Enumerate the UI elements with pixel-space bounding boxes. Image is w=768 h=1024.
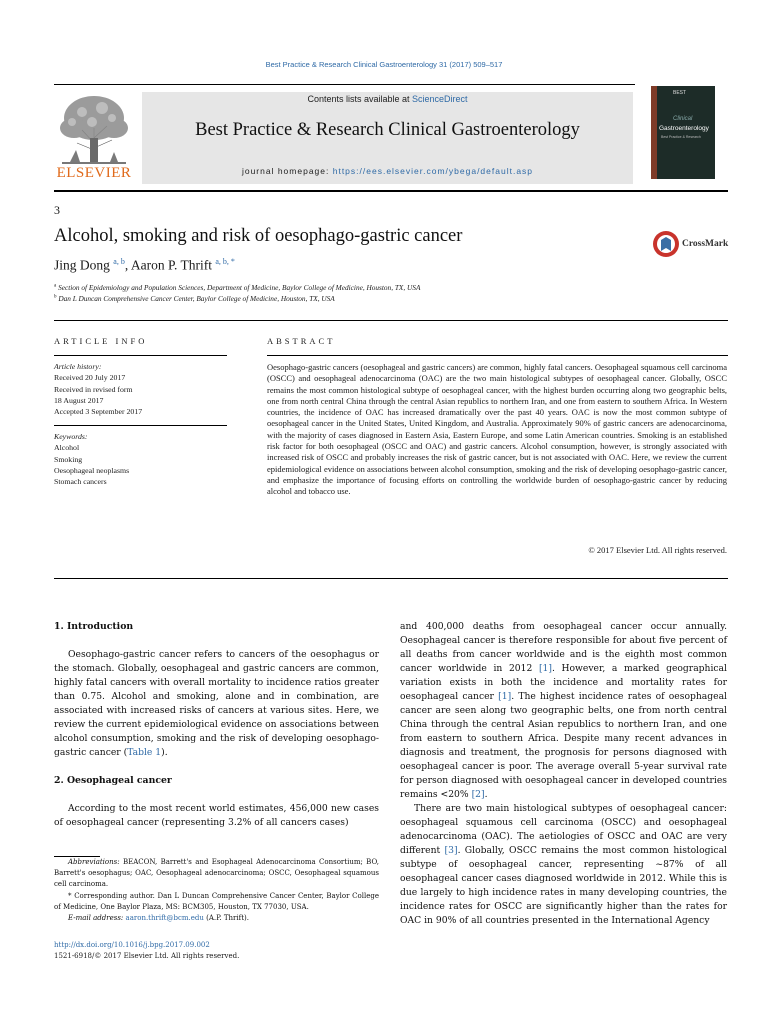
right-text: and 400,000 deaths from oesophageal cancer occur annually. Oesophageal cancer is therefore responsible for about five percent of all deaths from cancer worldwide and is the eighth most common cancer worldwide in 2012 <box>400 621 727 674</box>
article-history <box>54 361 224 417</box>
journal-citation[interactable]: Best Practice & Research Clinical Gastroenterology 31 (2017) 509–517 <box>265 60 503 69</box>
abbreviations-label: Abbreviations: <box>68 858 120 866</box>
author-thrift-affil[interactable]: a, b, * <box>215 257 235 266</box>
ref-3-link[interactable]: [3] <box>444 845 458 856</box>
article-info-heading: ARTICLE INFO <box>54 336 148 346</box>
abbreviations-text: BEACON, Barrett's and Esophageal Adenocarcinoma Consortium; BO, Barrett's oesophagus; OAC, Oesophageal adenocarcinoma; OSCC, Oesophageal squamous cell carcinoma. <box>54 858 379 889</box>
keywords-block <box>54 431 224 487</box>
right-text: There are two main histological subtypes of oesophageal cancer: oesophageal squamous cell carcinoma (OSCC) and oesophageal adenocarcinoma (OAC). The aetiologies of OSCC and OAC are very different <box>400 803 727 856</box>
table-1-link[interactable]: Table 1 <box>127 747 162 758</box>
intro-text: Oesophago-gastric cancer refers to cancers of the oesophagus or the stomach. Globally, oesophageal and gastric cancers are common, highly fatal cancers with overall mortality to incidence ratios greater than 0.75. Alcohol and smoking, alone and in combination, are associated with increased risks of cancers at various sites. Here, we review the current epidemiological evidence on associations between alcohol consumption, smoking and the risk of developing oesophago-gastric cancer ( <box>54 649 379 758</box>
journal-cover-image[interactable] <box>651 86 715 179</box>
crossmark-label: CrossMark <box>682 239 729 249</box>
ref-2-link[interactable]: [2] <box>471 789 485 800</box>
right-paragraph-1 <box>400 620 727 802</box>
abstract-copyright: © 2017 Elsevier Ltd. All rights reserved. <box>588 545 727 555</box>
corresponding-author-footnote: * Corresponding author. Dan L Duncan Comprehensive Cancer Center, Baylor College of Medicine, One Baylor Plaza, MS: BCM305, Houston, TX 77030, USA. <box>54 891 379 911</box>
history-line: 18 August 2017 <box>54 395 104 405</box>
right-paragraph-2 <box>400 802 727 928</box>
email-tail: (A.P. Thrift). <box>203 914 249 923</box>
intro-paragraph <box>54 648 379 760</box>
ref-1-link[interactable]: [1] <box>538 663 552 674</box>
publisher-name: ELSEVIER <box>56 165 132 181</box>
email-label: E-mail address: <box>68 914 124 923</box>
crossmark-badge[interactable] <box>652 229 742 259</box>
email-link[interactable]: aaron.thrift@bcm.edu <box>125 914 204 923</box>
history-line: Received in revised form <box>54 384 133 394</box>
history-line: Received 20 July 2017 <box>54 373 126 383</box>
history-line: Accepted 3 September 2017 <box>54 407 143 417</box>
article-number: 3 <box>54 203 60 217</box>
ref-1-link[interactable]: [1] <box>498 691 512 702</box>
affiliation-b: $^b$ Dan L Duncan Comprehensive Cancer Center, Baylor College of Medicine, Houston, TX, USA <box>54 294 335 303</box>
abstract-text: Oesophago-gastric cancers (oesophageal and gastric cancers) are common, highly fatal cancers. Oesophageal squamous cell carcinoma (OSCC) and oesophageal adenocarcinoma (OAC) are the two main histological subtypes of oesophageal cancer. Globally, OSCC remains the most common histological subtype of oesophageal cancer, with the highest burden occurring along two geographic belts, one from north central China through the central Asian republics to northern Iran, and one from eastern to southern Africa. In Western countries, the incidence of OAC has increased dramatically over the past 40 years. OAC is now the most common subtype of oesophageal cancer in the United States, United Kingdom, and Australia. Approximately 90% of gastric cancers are adenocarcinoma, with the majority of cases diagnosed in Eastern Asia, Eastern Europe, and some Latin American countries. Smoking is an established risk factor for both oesophageal (OSCC and OAC) and gastric cancers. Alcohol consumption, however, is strongly associated with increased risk of OSCC and probably increases the risk of gastric cancer, but is not associated with OAC. Here, we review the current epidemiological evidence on associations between alcohol consumption, smoking and the risk of developing oesophago-gastric cancer, and emphasize the importance of focusing efforts on controlling the worldwide burden of oesophago-gastric cancer by reducing alcohol and tobacco use. <box>267 362 727 497</box>
keyword: Alcohol <box>54 443 80 453</box>
cover-band <box>651 86 657 179</box>
frontmatter-end-rule <box>54 578 728 579</box>
abstract-rule <box>267 355 728 356</box>
intro-text-end: ). <box>161 747 168 758</box>
homepage-link[interactable]: https://ees.elsevier.com/ybega/default.asp <box>332 166 534 176</box>
cover-journal-label: Gastroenterology <box>659 125 709 132</box>
crossmark-icon <box>652 229 680 259</box>
abstract-heading: ABSTRACT <box>267 336 336 346</box>
sciencedirect-link[interactable]: ScienceDirect <box>412 94 468 104</box>
contents-prefix: Contents lists available at <box>307 94 413 104</box>
header-rule-top <box>54 84 635 85</box>
doi-block <box>54 940 239 961</box>
author-dong-affil[interactable]: a, b <box>113 257 125 266</box>
email-footnote <box>54 913 379 924</box>
contents-line <box>142 94 633 104</box>
right-column <box>400 620 727 928</box>
affiliation-a-text: Section of Epidemiology and Population Sciences, Department of Medicine, Baylor College of Medicine, Houston, TX, USA <box>58 283 421 292</box>
section-1-heading: 1. Introduction <box>54 621 134 632</box>
header-rule-bottom <box>54 190 728 192</box>
affiliation-a: $^a$ Section of Epidemiology and Population Sciences, Department of Medicine, Baylor College of Medicine, Houston, TX, USA <box>54 283 421 292</box>
section-2-heading: 2. Oesophageal cancer <box>54 775 172 786</box>
homepage-label: journal homepage: <box>241 166 333 176</box>
abbreviations-footnote <box>54 857 379 891</box>
right-text: . Globally, OSCC remains the most common histological subtype of oesophageal cancer, representing ~87% of all oesophageal cancer cases diagnosed worldwide in 2012. While this is due largely to high incidence rates in many developing countries, the incidence rates for OSCC are significantly higher than the rates for OAC in 90% of all countries presented in the International Agency <box>400 845 727 926</box>
keyword: Oesophageal neoplasms <box>54 465 130 475</box>
right-text: . <box>484 789 488 800</box>
article-title: Alcohol, smoking and risk of oesophago-gastric cancer <box>54 226 463 246</box>
left-column <box>54 620 379 830</box>
cover-sub-label: Best Practice & Research <box>661 135 701 139</box>
cover-top-label: BEST <box>673 90 687 96</box>
history-label: Article history: <box>54 362 102 371</box>
keywords-label: Keywords: <box>54 432 88 441</box>
author-thrift[interactable]: , Aaron P. Thrift <box>124 257 216 273</box>
keyword: Stomach cancers <box>54 477 107 487</box>
frontmatter-rule <box>54 320 728 321</box>
keywords-rule <box>54 425 227 426</box>
journal-homepage <box>142 166 633 176</box>
section-2-paragraph: According to the most recent world estimates, 456,000 new cases of oesophageal cancer (representing 3.2% of all cancers cases) <box>54 803 379 828</box>
cover-clinical-label: Clinical <box>673 116 693 122</box>
issn-line: 1521-6918/© 2017 Elsevier Ltd. All rights reserved. <box>54 951 240 960</box>
author-dong[interactable]: Jing Dong <box>54 257 114 273</box>
info-rule <box>54 355 227 356</box>
affiliation-b-text: Dan L Duncan Comprehensive Cancer Center, Baylor College of Medicine, Houston, TX, USA <box>58 294 335 303</box>
doi-link[interactable]: http://dx.doi.org/10.1016/j.bpg.2017.09.002 <box>54 941 210 949</box>
right-text: . The highest incidence rates of oesophageal cancer are seen along two geographic belts, one from north central China through the central Asian republics to northern Iran, and one from eastern to southern Africa. Despite many recent advances in diagnosis and treatment, the prognosis for persons diagnosed with oesophageal cancer is poor. The average overall 5-year survival rate for person diagnosed with oesophageal cancer in developed countries remains <20% <box>400 691 727 800</box>
journal-title: Best Practice & Research Clinical Gastroenterology <box>195 120 580 140</box>
right-text: . However, a marked geographical variation exists in both the incidence and mortality rates for oesophageal cancer <box>400 663 727 702</box>
footnotes <box>54 857 379 924</box>
author-list <box>54 257 235 274</box>
keyword: Smoking <box>54 454 83 464</box>
